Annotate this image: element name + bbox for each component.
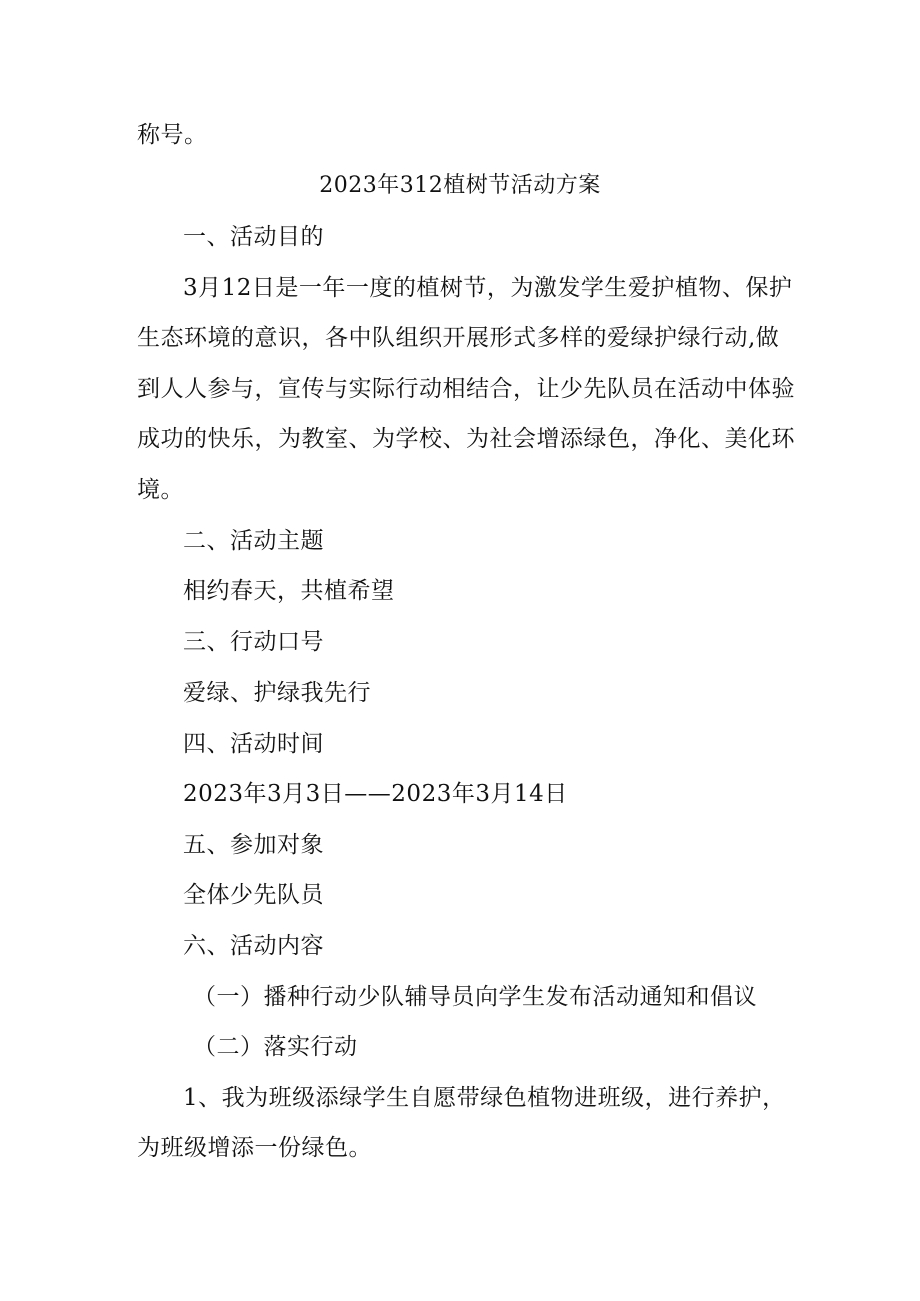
purpose-paragraph-line: 生态环境的意识，各中队组织开展形式多样的爱绿护绿行动,做 [137, 325, 780, 351]
section-heading-slogan: 三、行动口号 [183, 629, 324, 655]
section-heading-theme: 二、活动主题 [183, 528, 324, 554]
theme-text: 相约春天，共植希望 [183, 578, 395, 604]
section-heading-content: 六、活动内容 [183, 933, 324, 959]
content-item: （一）播种行动少队辅导员向学生发布活动通知和倡议 [193, 984, 757, 1010]
section-heading-participants: 五、参加对象 [183, 832, 324, 858]
purpose-paragraph-line: 到人人参与，宣传与实际行动相结合，让少先队员在活动中体验 [137, 376, 795, 402]
carry-over-text: 称号。 [137, 122, 208, 148]
participants-text: 全体少先队员 [183, 882, 324, 908]
purpose-paragraph-line: 3月12日是一年一度的植树节，为激发学生爱护植物、保护 [183, 275, 793, 301]
slogan-text: 爱绿、护绿我先行 [183, 680, 371, 706]
content-subitem-line: 为班级增添一份绿色。 [137, 1135, 372, 1161]
content-item: （二）落实行动 [193, 1034, 358, 1060]
document-title: 2023年312植树节活动方案 [319, 173, 601, 198]
section-heading-purpose: 一、活动目的 [183, 224, 324, 250]
content-subitem-line: 1、我为班级添绿学生自愿带绿色植物进班级，进行养护， [183, 1085, 786, 1111]
time-text: 2023年3月3日——2023年3月14日 [183, 781, 568, 807]
purpose-paragraph-line: 境。 [137, 477, 184, 503]
purpose-paragraph-line: 成功的快乐，为教室、为学校、为社会增添绿色，净化、美化环 [137, 426, 795, 452]
section-heading-time: 四、活动时间 [183, 731, 324, 757]
